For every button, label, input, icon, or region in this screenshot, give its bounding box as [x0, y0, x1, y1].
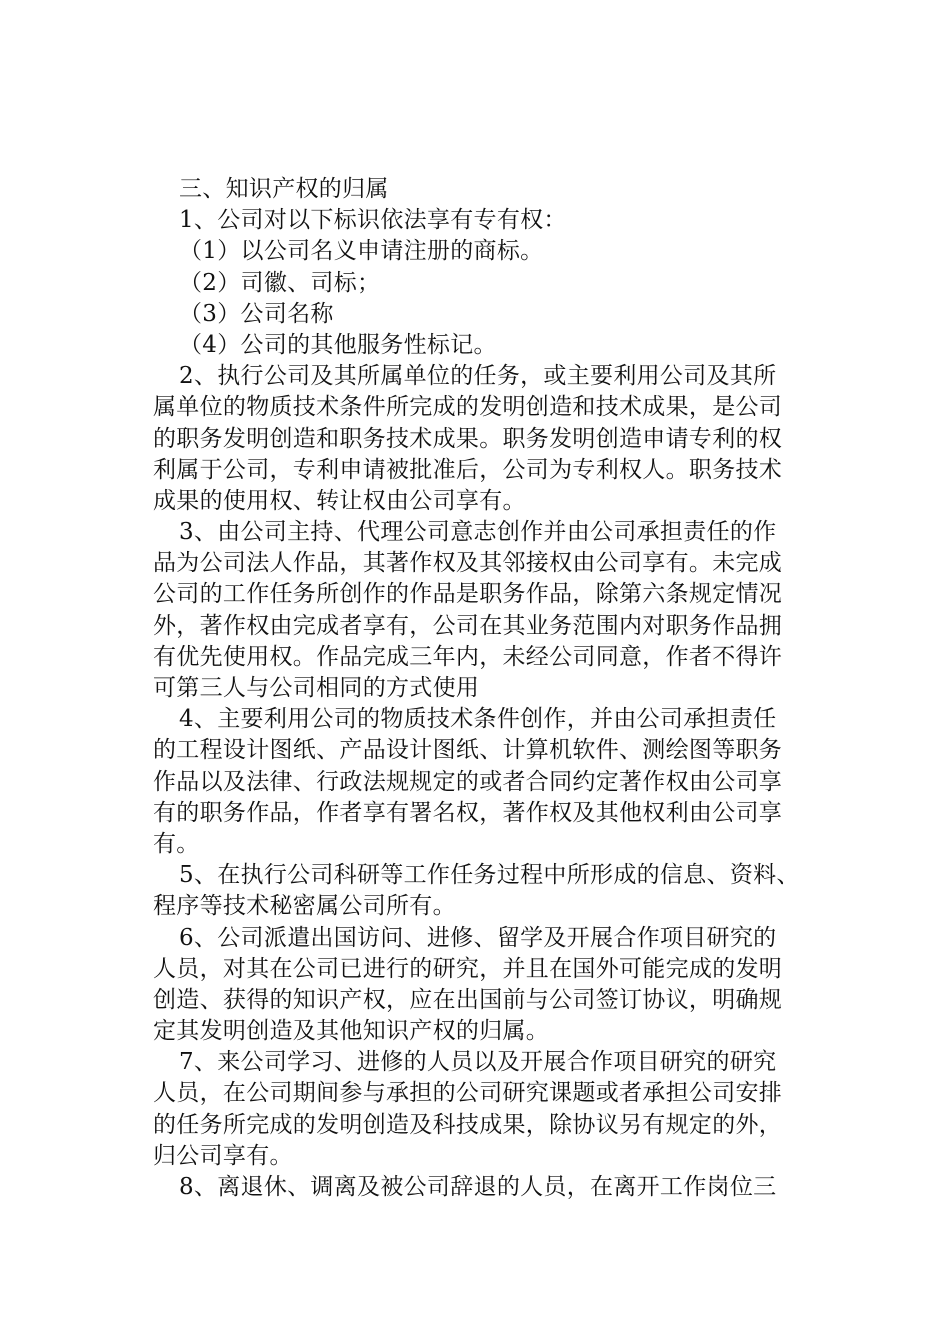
paragraph-6: 6、公司派遣出国访问、进修、留学及开展合作项目研究的 人员，对其在公司已进行的研究，并且在国外可能完成的发明 创造、获得的知识产权，应在出国前与公司签订协议，明确规 定其发明创造及其他知识产权的归属。 [153, 924, 783, 1045]
section-title: 三、知识产权的归属 [179, 176, 389, 202]
paragraph-4: 4、主要利用公司的物质技术条件创作，并由公司承担责任 的工程设计图纸、产品设计图纸、计算机软件、测绘图等职务 作品以及法律、行政法规规定的或者合同约定著作权由公司享 有的职务作品，作者享有署名权，著作权及其他权利由公司享 有。 [153, 706, 783, 857]
list-item-trademark: （1）以公司名义申请注册的商标。 [179, 238, 544, 265]
paragraph-8: 8、离退休、调离及被公司辞退的人员，在离开工作岗位三 [179, 1174, 777, 1200]
list-item-service-marks: （4）公司的其他服务性标记。 [179, 331, 497, 358]
paragraph-3: 3、由公司主持、代理公司意志创作并由公司承担责任的作 品为公司法人作品，其著作权及其邻接权由公司享有。未完成 公司的工作任务所创作的作品是职务作品，除第六条规定情况 外，著作权由完成者享有，公司在其业务范围内对职务作品拥 有优先使用权。作品完成三年内，未经公司同意，作者不得许 可第三人与公司相同的方式使用 [153, 519, 783, 701]
paragraph-5: 5、在执行公司科研等工作任务过程中所形成的信息、资料、 程序等技术秘密属公司所有。 [153, 862, 800, 920]
document-body [153, 174, 843, 1203]
list-item-emblem: （2）司徽、司标； [179, 269, 381, 296]
paragraph-2: 2、执行公司及其所属单位的任务，或主要利用公司及其所 属单位的物质技术条件所完成的发明创造和技术成果，是公司 的职务发明创造和职务技术成果。职务发明创造申请专利的权 利属于公司，专利申请被批准后，公司为专利权人。职务技术 成果的使用权、转让权由公司享有。 [153, 363, 783, 514]
paragraph-1-intro: 1、公司对以下标识依法享有专有权： [179, 207, 567, 234]
list-item-company-name: （3）公司名称 [179, 300, 334, 327]
paragraph-7: 7、来公司学习、进修的人员以及开展合作项目研究的研究 人员，在公司期间参与承担的公司研究课题或者承担公司安排 的任务所完成的发明创造及科技成果，除协议另有规定的外， 归公司享有。 [153, 1049, 783, 1169]
